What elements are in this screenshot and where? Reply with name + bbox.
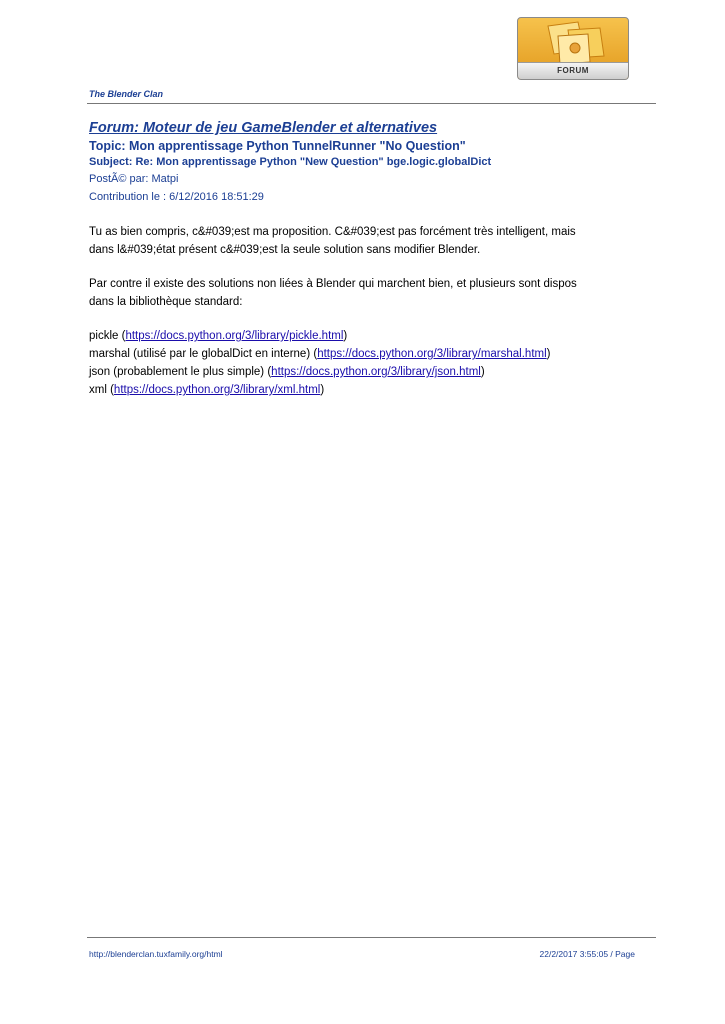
module-label: json (probablement le plus simple) ( bbox=[89, 366, 272, 378]
paragraph-line: Tu as bien compris, c&#039;est ma proposition. C&#039;est pas forcément très intelligent, mais bbox=[89, 226, 576, 238]
marshal-doc-link[interactable]: https://docs.python.org/3/library/marshal.html bbox=[317, 348, 547, 360]
contribution-date: Contribution le : 6/12/2016 18:51:29 bbox=[89, 191, 264, 203]
list-item bbox=[89, 363, 649, 381]
list-item bbox=[89, 327, 649, 345]
module-label: marshal (utilisé par le globalDict en interne) ( bbox=[89, 348, 318, 360]
posted-by: PostÃ© par: Matpi bbox=[89, 173, 179, 185]
subject-title: Subject: Re: Mon apprentissage Python "New Question" bge.logic.globalDict bbox=[89, 156, 492, 168]
paragraph-line: dans la bibliothèque standard: bbox=[89, 296, 243, 308]
footer-divider bbox=[87, 937, 656, 938]
forum-title-link[interactable]: Forum: Moteur de jeu GameBlender et alternatives bbox=[89, 120, 438, 136]
footer-url: http://blenderclan.tuxfamily.org/html bbox=[89, 949, 223, 959]
topic-title: Topic: Mon apprentissage Python TunnelRunner "No Question" bbox=[89, 139, 466, 153]
module-label: xml ( bbox=[89, 384, 114, 396]
module-list bbox=[89, 327, 649, 399]
module-suffix: ) bbox=[320, 384, 325, 396]
pickle-doc-link[interactable]: https://docs.python.org/3/library/pickle.html bbox=[125, 330, 344, 342]
post-paragraph-1 bbox=[89, 223, 649, 259]
site-name: The Blender Clan bbox=[89, 89, 164, 99]
module-suffix: ) bbox=[480, 366, 485, 378]
forum-logo bbox=[517, 17, 629, 80]
module-label: pickle ( bbox=[89, 330, 126, 342]
header-divider bbox=[87, 103, 656, 104]
list-item bbox=[89, 381, 649, 399]
footer-date: 22/2/2017 3:55:05 / Page bbox=[539, 949, 635, 959]
module-suffix: ) bbox=[343, 330, 348, 342]
post-paragraph-2 bbox=[89, 275, 649, 311]
paragraph-line: dans l&#039;état présent c&#039;est la seule solution sans modifier Blender. bbox=[89, 244, 481, 256]
list-item bbox=[89, 345, 649, 363]
logo-label: FORUM bbox=[518, 62, 628, 79]
module-suffix: ) bbox=[546, 348, 551, 360]
paragraph-line: Par contre il existe des solutions non liées à Blender qui marchent bien, et plusieurs sont dispos bbox=[89, 278, 577, 290]
xml-doc-link[interactable]: https://docs.python.org/3/library/xml.html bbox=[113, 384, 321, 396]
forum-icon bbox=[518, 18, 629, 66]
json-doc-link[interactable]: https://docs.python.org/3/library/json.html bbox=[271, 366, 481, 378]
